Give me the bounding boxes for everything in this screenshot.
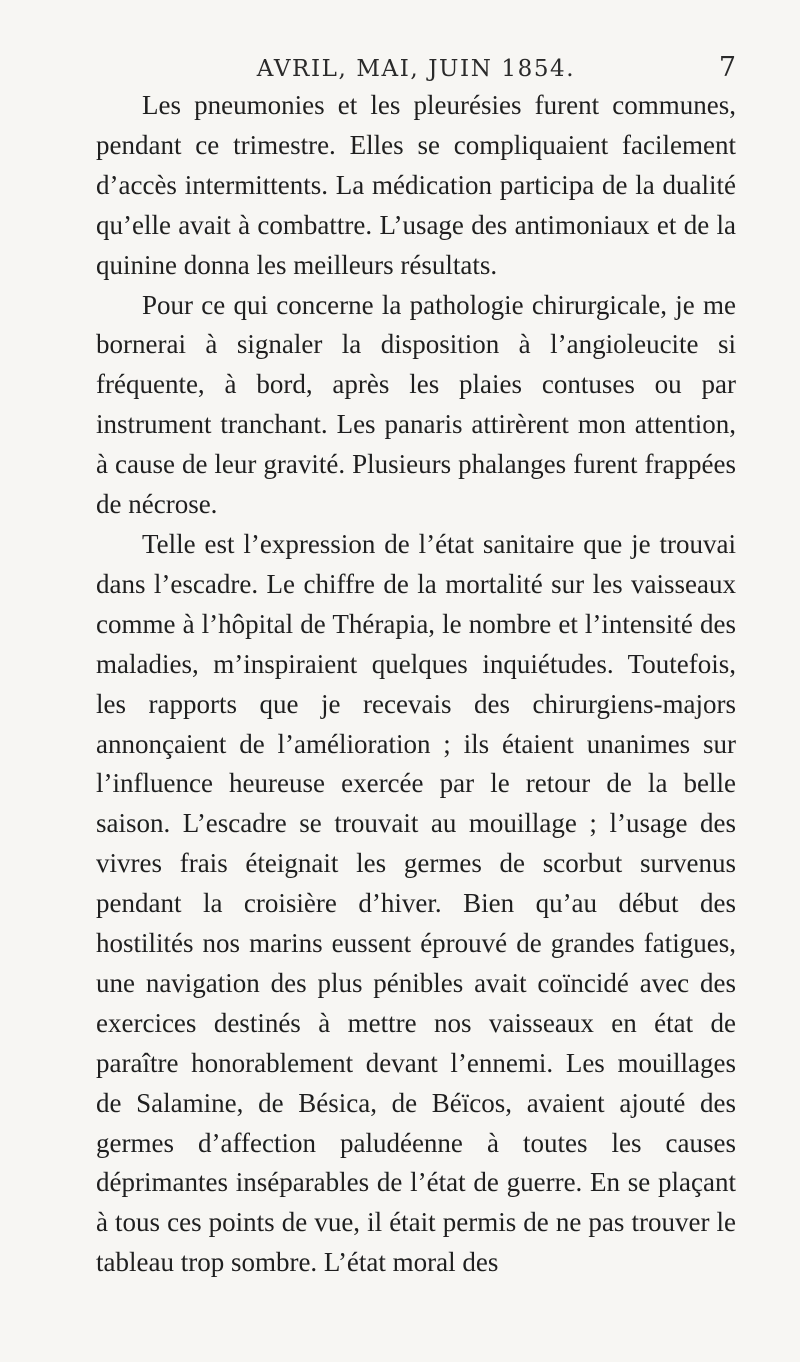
running-title: AVRIL, MAI, JUIN 1854. xyxy=(256,56,576,82)
page-number: 7 xyxy=(718,52,736,83)
body-text xyxy=(96,86,736,1283)
running-head xyxy=(96,50,736,90)
paragraph-pathologie-chirurgicale: Pour ce qui concerne la pathologie chirurgicale, je me bornerai à signaler la disposition à l’angioleucite si fréquente, à bord, après les plaies contuses ou par instrument tranchant. Les panaris attirèrent mon attention, à cause de leur gravité. Plusieurs phalanges furent frappées de nécrose. xyxy=(96,289,736,520)
paragraph-etat-sanitaire: Telle est l’expression de l’état sanitaire que je trouvai dans l’escadre. Le chiffre de la mortalité sur les vaisseaux comme à l’hôpital de Thérapia, le nombre et l’intensité des maladies, m’inspiraient quelques inquiétudes. Toutefois, les rapports que je recevais des chirurgiens-majors annonçaient de l’amélioration ; ils étaient unanimes sur l’influence heureuse exercée par le retour de la belle saison. L’escadre se trouvait au mouillage ; l’usage des vivres frais éteignait les germes de scorbut survenus pendant la croisière d’hiver. Bien qu’au début des hostilités nos marins eussent éprouvé de grandes fatigues, une navigation des plus pénibles avait coïncidé avec des exercices destinés à mettre nos vaisseaux en état de paraître honorablement devant l’ennemi. Les mouillages de Salamine, de Bésica, de Béïcos, avaient ajouté des germes d’affection paludéenne à toutes les causes déprimantes inséparables de l’état de guerre. En se plaçant à tous ces points de vue, il était permis de ne pas trouver le tableau trop sombre. L’état moral des xyxy=(96,528,736,1278)
paragraph-pneumonies: Les pneumonies et les pleurésies furent communes, pendant ce trimestre. Elles se compliquaient facilement d’accès intermittents. La médication participa de la dualité qu’elle avait à combattre. L’usage des antimoniaux et de la quinine donna les meilleurs résultats. xyxy=(96,90,736,280)
